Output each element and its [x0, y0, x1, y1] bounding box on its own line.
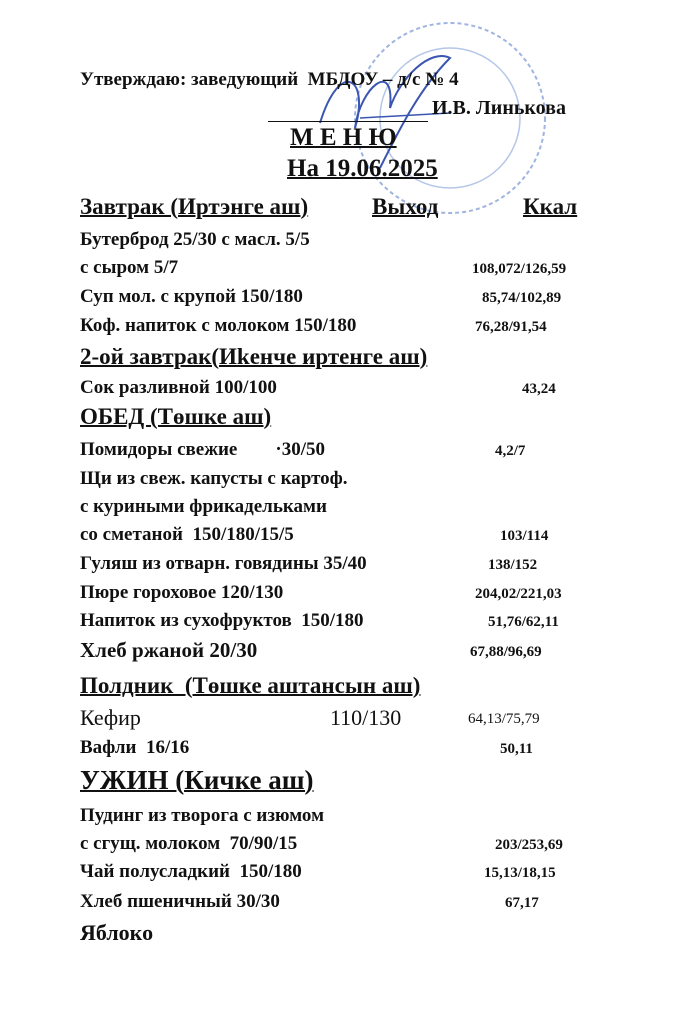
- kcal-value: 64,13/75,79: [468, 711, 540, 727]
- menu-item: с сгущ. молоком 70/90/15: [80, 833, 298, 854]
- menu-item: Пудинг из творога с изюмом: [80, 805, 325, 826]
- signature-line: [268, 121, 428, 122]
- kcal-value: 43,24: [522, 381, 556, 397]
- signer-name: И.В. Линькова: [432, 97, 566, 119]
- kcal-value: 67,88/96,69: [470, 644, 542, 660]
- menu-item: Вафли 16/16: [80, 737, 190, 758]
- menu-item: Помидоры свежие ·30/50: [80, 439, 325, 460]
- section-heading-second-breakfast: 2-ой завтрак(Иkенче иртенге аш): [80, 344, 428, 369]
- menu-item: Хлеб пшеничный 30/30: [80, 891, 280, 912]
- menu-item: Напиток из сухофруктов 150/180: [80, 610, 364, 631]
- kcal-value: 85,74/102,89: [482, 290, 562, 306]
- menu-item: Гуляш из отварн. говядины 35/40: [80, 553, 367, 574]
- section-heading-lunch: ОБЕД (Төшке аш): [80, 404, 272, 429]
- kcal-value: 203/253,69: [495, 837, 563, 853]
- column-output: Выход: [372, 194, 439, 219]
- kcal-value: 76,28/91,54: [475, 319, 547, 335]
- kcal-value: 138/152: [488, 557, 538, 573]
- menu-item: с куриными фрикадельками: [80, 496, 327, 517]
- menu-item: Сок разливной 100/100: [80, 377, 277, 398]
- menu-item: Пюре гороховое 120/130: [80, 582, 284, 603]
- approval-line: Утверждаю: заведующий МБДОУ – д/с № 4: [80, 69, 459, 90]
- menu-item: Суп мол. с крупой 150/180: [80, 286, 303, 307]
- menu-item: с сыром 5/7: [80, 257, 179, 278]
- kcal-value: 51,76/62,11: [488, 614, 559, 630]
- menu-item: Коф. напиток с молоком 150/180: [80, 315, 357, 336]
- menu-item: со сметаной 150/180/15/5: [80, 524, 294, 545]
- menu-item: Чай полусладкий 150/180: [80, 861, 302, 882]
- kcal-value: 15,13/18,15: [484, 865, 556, 881]
- section-heading-breakfast: Завтрак (Иртэнге аш): [80, 194, 309, 219]
- menu-item: Кефир: [80, 705, 141, 730]
- kcal-value: 67,17: [505, 895, 539, 911]
- kcal-value: 50,11: [500, 741, 533, 757]
- menu-item: Щи из свеж. капусты с картоф.: [80, 468, 348, 489]
- section-heading-snack: Полдник (Төшке аштансын аш): [80, 673, 421, 698]
- menu-item: Бутерброд 25/30 с масл. 5/5: [80, 229, 310, 250]
- section-heading-dinner: УЖИН (Кичке аш): [80, 765, 314, 795]
- kcal-value: 108,072/126,59: [472, 261, 567, 277]
- portion-value: 110/130: [330, 705, 402, 730]
- kcal-value: 103/114: [500, 528, 549, 544]
- menu-date: На 19.06.2025: [287, 155, 438, 182]
- kcal-value: 204,02/221,03: [475, 586, 562, 602]
- menu-item: Яблоко: [80, 920, 154, 945]
- column-kcal: Ккал: [523, 194, 578, 219]
- page-title: М Е Н Ю: [290, 124, 397, 151]
- menu-item: Хлеб ржаной 20/30: [80, 638, 258, 662]
- kcal-value: 4,2/7: [495, 443, 526, 459]
